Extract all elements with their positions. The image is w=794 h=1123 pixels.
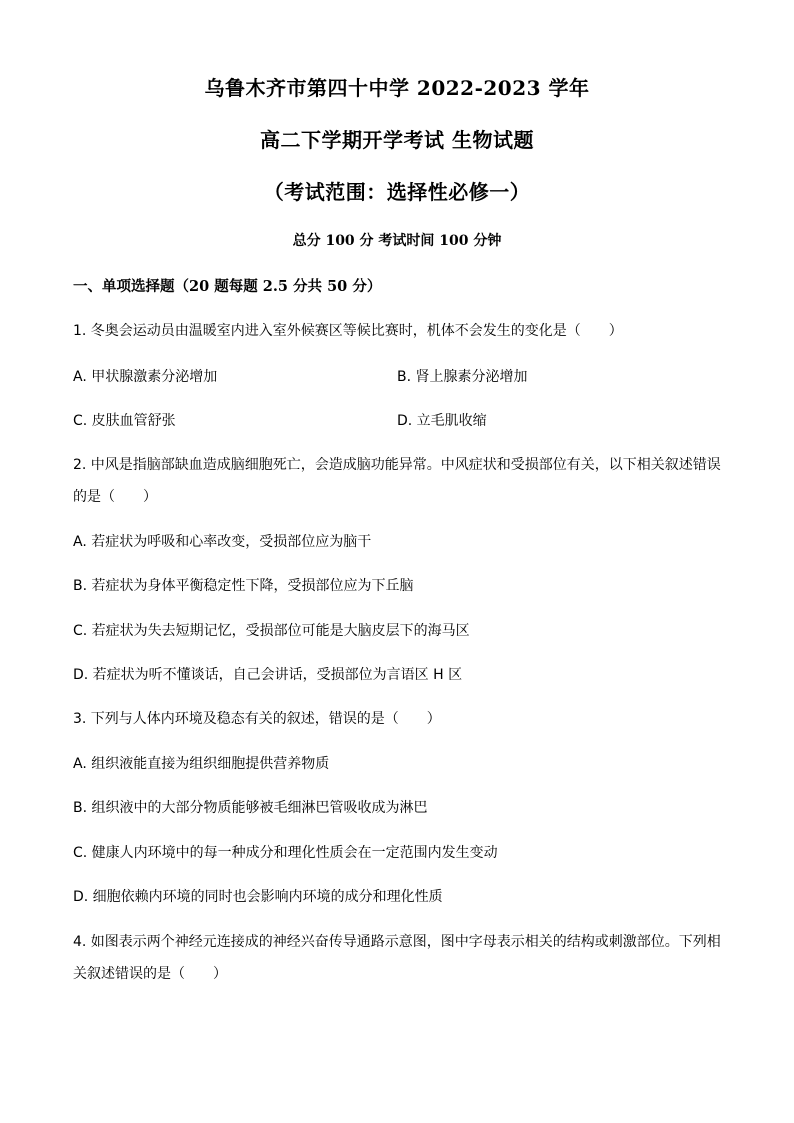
question-2-stem-line-1: 2. 中风是指脑部缺血造成脑细胞死亡，会造成脑功能异常。中风症状和受损部位有关，以下相关叙述错误 bbox=[73, 457, 721, 473]
question-4-stem-line-1: 4. 如图表示两个神经元连接成的神经兴奋传导通路示意图，图中字母表示相关的结构或刺激部位。下列相 bbox=[73, 934, 721, 950]
question-2-option-d: D. 若症状为听不懂谈话，自己会讲话，受损部位为言语区 H 区 bbox=[73, 667, 463, 683]
question-2-option-c: C. 若症状为失去短期记忆，受损部位可能是大脑皮层下的海马区 bbox=[73, 623, 470, 639]
question-1-option-a: A. 甲状腺激素分泌增加 bbox=[73, 369, 218, 385]
question-2-stem-line-2: 的是（ ） bbox=[73, 489, 157, 505]
question-4-stem-line-2: 关叙述错误的是（ ） bbox=[73, 966, 227, 982]
question-2-option-b: B. 若症状为身体平衡稳定性下降，受损部位应为下丘脑 bbox=[73, 578, 414, 594]
question-1-option-c: C. 皮肤血管舒张 bbox=[73, 413, 176, 429]
section-heading: 一、单项选择题（20 题每题 2.5 分共 50 分） bbox=[73, 278, 382, 295]
question-3-option-a: A. 组织液能直接为组织细胞提供营养物质 bbox=[73, 756, 330, 772]
question-1-stem: 1. 冬奥会运动员由温暖室内进入室外候赛区等候比赛时，机体不会发生的变化是（ ） bbox=[73, 323, 623, 339]
question-1-option-d: D. 立毛肌收缩 bbox=[397, 413, 487, 429]
question-3-option-d: D. 细胞依赖内环境的同时也会影响内环境的成分和理化性质 bbox=[73, 889, 443, 905]
exam-title-name: 高二下学期开学考试 生物试题 bbox=[260, 128, 534, 152]
question-3-stem: 3. 下列与人体内环境及稳态有关的叙述，错误的是（ ） bbox=[73, 711, 441, 727]
question-2-option-a: A. 若症状为呼吸和心率改变，受损部位应为脑干 bbox=[73, 534, 372, 550]
question-3-option-b: B. 组织液中的大部分物质能够被毛细淋巴管吸收成为淋巴 bbox=[73, 800, 428, 816]
question-3-option-c: C. 健康人内环境中的每一种成分和理化性质会在一定范围内发生变动 bbox=[73, 845, 498, 861]
exam-title-school: 乌鲁木齐市第四十中学 2022-2023 学年 bbox=[204, 76, 590, 100]
exam-title-scope: （考试范围：选择性必修一） bbox=[263, 180, 531, 204]
question-1-option-b: B. 肾上腺素分泌增加 bbox=[397, 369, 528, 385]
exam-meta: 总分 100 分 考试时间 100 分钟 bbox=[292, 233, 502, 249]
